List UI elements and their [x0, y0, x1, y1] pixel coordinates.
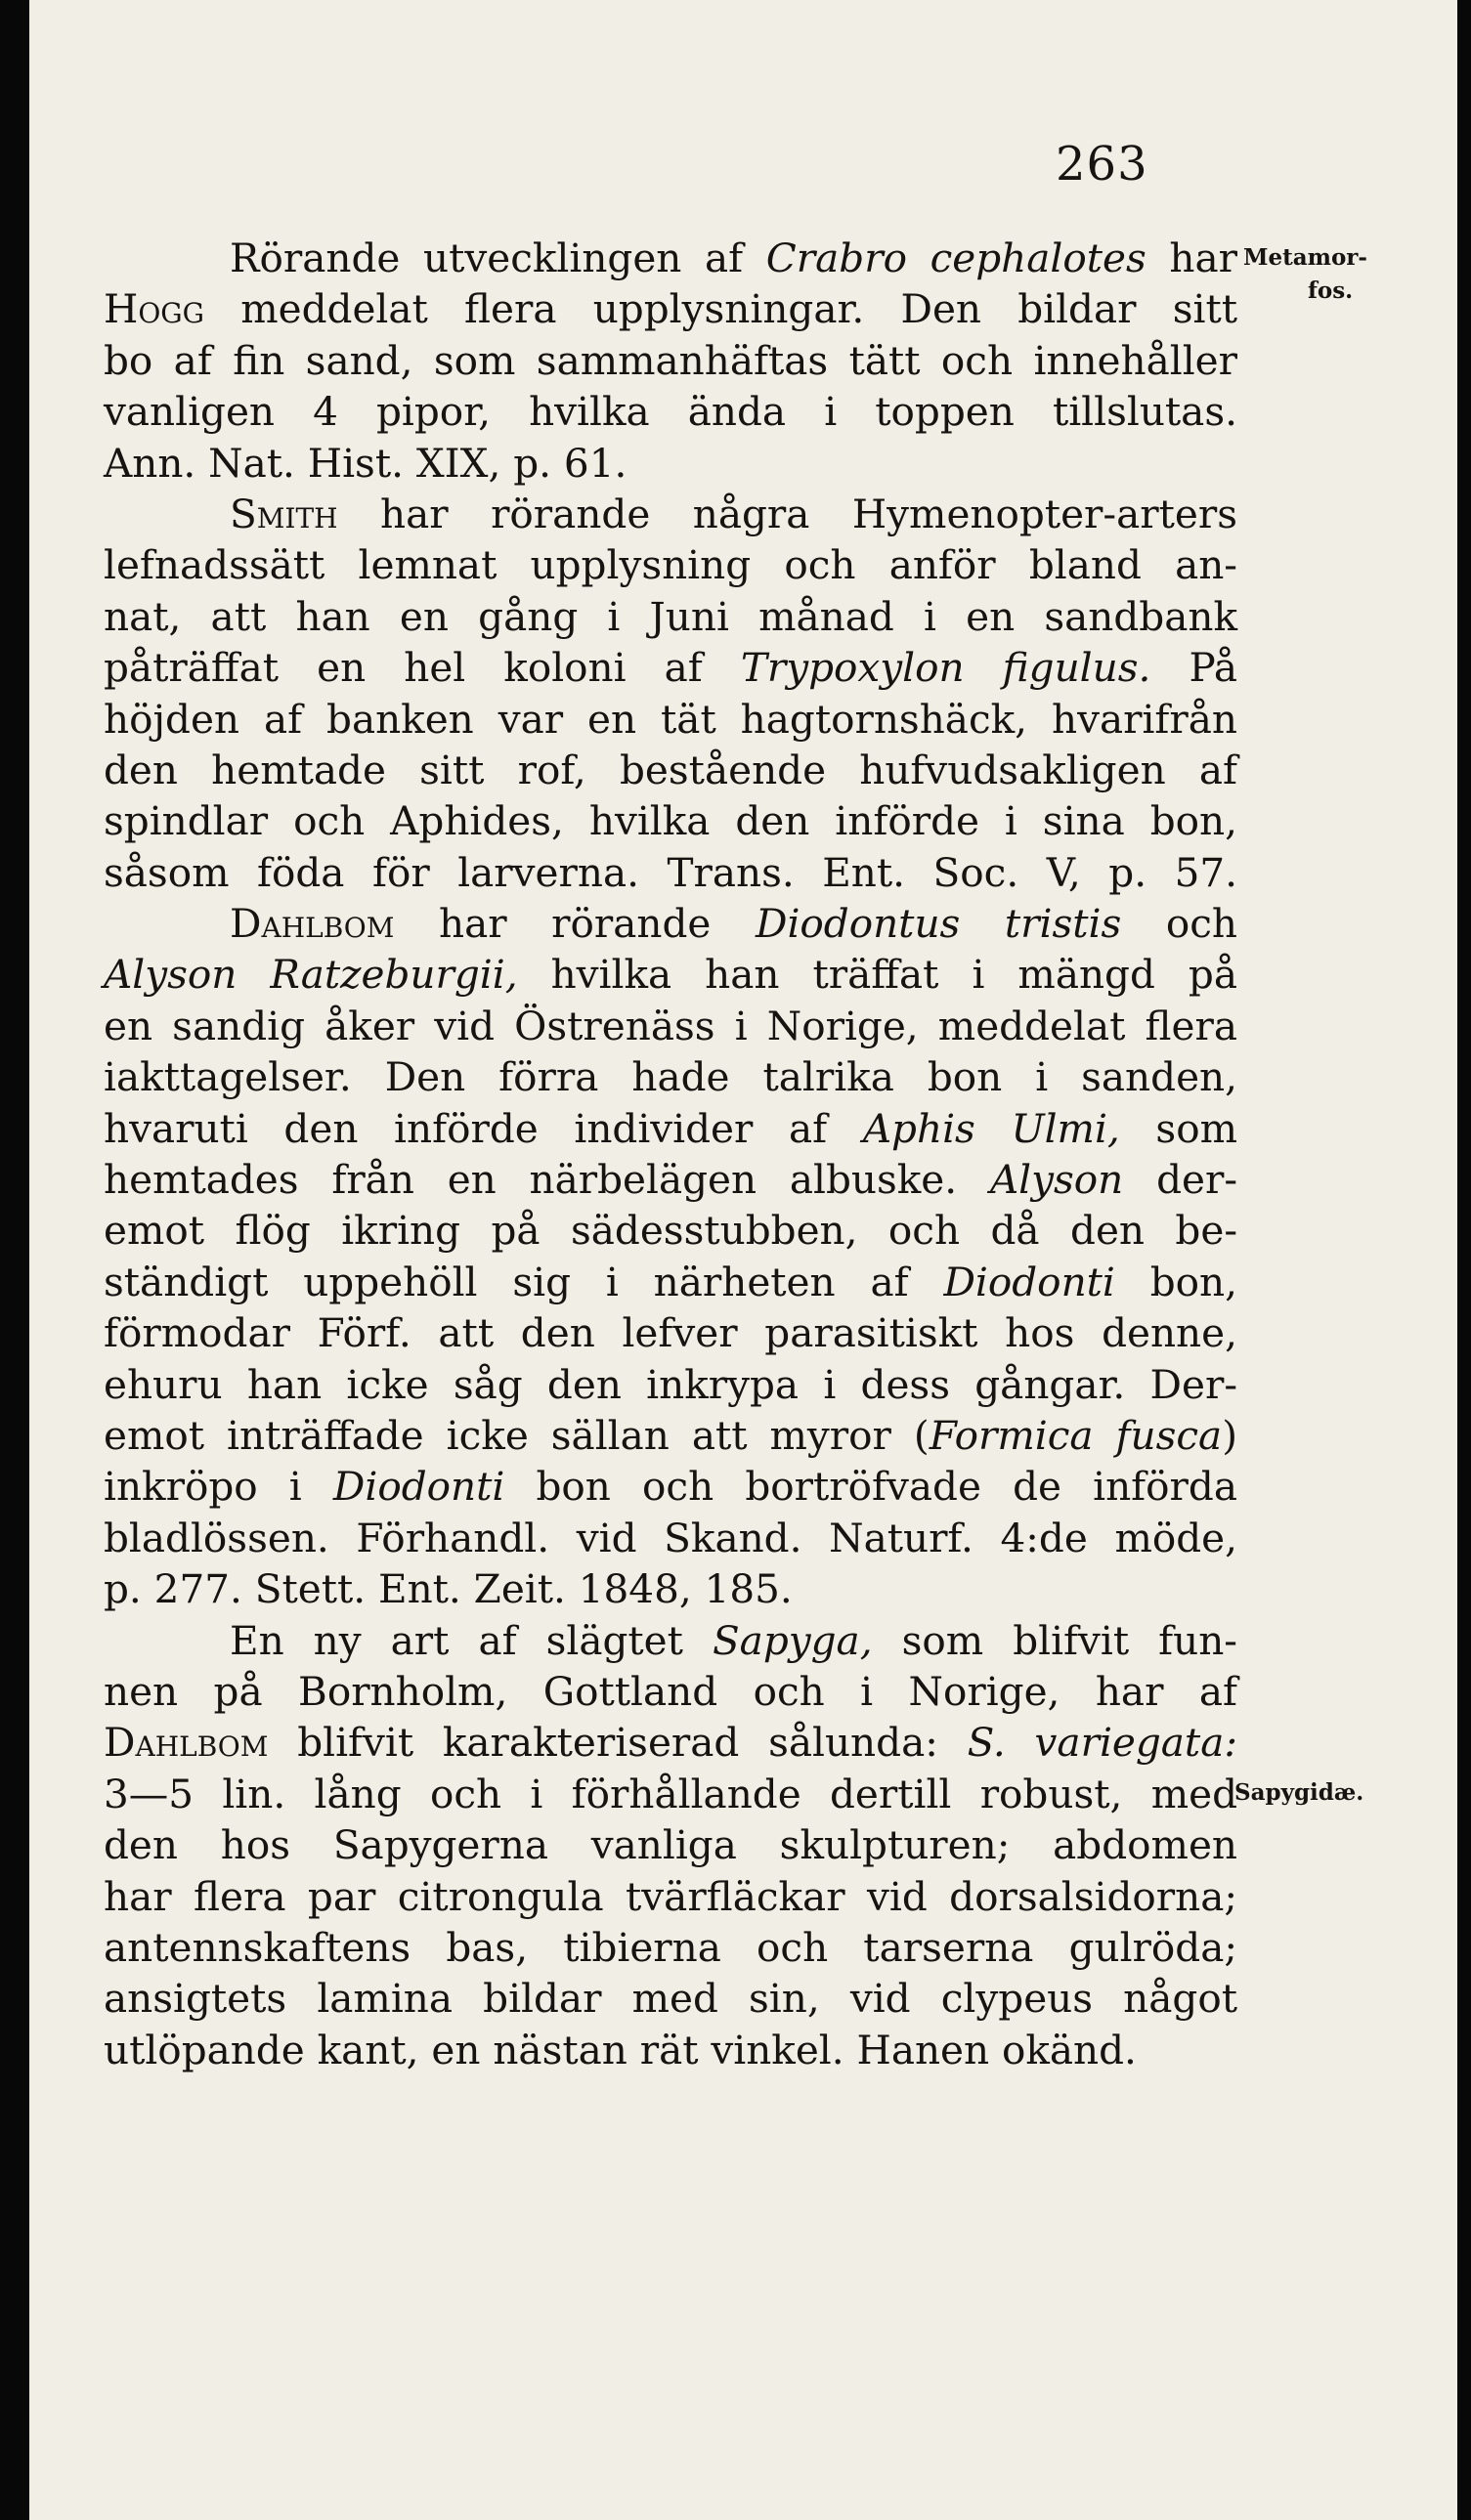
- text-line: har flera par citrongula tvärfläckar vid dorsalsidorna;: [104, 1872, 1237, 1920]
- text-line: Dahlbom blifvit karakteriserad sålunda: S. variegata:: [104, 1719, 1237, 1767]
- text-line: Smith har rörande några Hymenopter-arters: [230, 490, 1237, 537]
- text-line: lefnadssätt lemnat upplysning och anför bland an-: [104, 541, 1237, 589]
- text-line: emot inträffade icke sällan att myror (Formica fusca): [104, 1411, 1238, 1459]
- text-line: spindlar och Aphides, hvilka den införde i sina bon,: [104, 797, 1237, 845]
- text-line: hvaruti den införde individer af Aphis Ulmi, som: [104, 1104, 1238, 1152]
- text-line: nen på Bornholm, Gottland och i Norige, har af: [104, 1667, 1237, 1715]
- text-line: 3—5 lin. lång och i förhållande dertill robust, med: [104, 1770, 1237, 1817]
- margin-note-metamorfos-cont: fos.: [1308, 278, 1354, 304]
- text-line: ständigt uppehöll sig i närheten af Diodonti bon,: [104, 1258, 1238, 1305]
- right-page-edge: [1457, 0, 1471, 2520]
- text-line: En ny art af slägtet Sapyga, som blifvit fun-: [230, 1616, 1237, 1664]
- text-line: inkröpo i Diodonti bon och bortröfvade de införda: [104, 1463, 1237, 1511]
- text-line: antennskaftens bas, tibierna och tarserna gulröda;: [104, 1923, 1237, 1971]
- page-number: 263: [1056, 137, 1148, 192]
- text-line: den hos Sapygerna vanliga skulpturen; abdomen: [104, 1821, 1237, 1869]
- text-line: bladlössen. Förhandl. vid Skand. Naturf. 4:de möde,: [104, 1514, 1237, 1561]
- text-line: iakttagelser. Den förra hade talrika bon i sanden,: [104, 1053, 1237, 1101]
- text-line: förmodar Förf. att den lefver parasitiskt hos denne,: [104, 1309, 1237, 1357]
- text-line: ehuru han icke såg den inkrypa i dess gångar. Der-: [104, 1360, 1237, 1408]
- text-line: en sandig åker vid Östrenäss i Norige, meddelat flera: [104, 1002, 1237, 1049]
- text-line: Ann. Nat. Hist. XIX, p. 61.: [104, 439, 627, 487]
- body-text: [104, 233, 1237, 2075]
- margin-note-metamorfos: Metamor-: [1243, 244, 1367, 271]
- text-line: höjden af banken var en tät hagtornshäck, hvarifrån: [104, 695, 1237, 743]
- text-line: utlöpande kant, en nästan rät vinkel. Hanen okänd.: [104, 2026, 1137, 2073]
- text-line: påträffat en hel koloni af Trypoxylon figulus. På: [104, 644, 1238, 692]
- text-line: ansigtets lamina bildar med sin, vid clypeus något: [104, 1975, 1237, 2023]
- text-line: Rörande utvecklingen af Crabro cephalotes har: [230, 235, 1237, 281]
- text-line: Alyson Ratzeburgii, hvilka han träffat i mängd på: [104, 951, 1237, 999]
- text-line: p. 277. Stett. Ent. Zeit. 1848, 185.: [104, 1565, 793, 1613]
- text-line: Hogg meddelat flera upplysningar. Den bildar sitt: [104, 285, 1237, 333]
- text-line: nat, att han en gång i Juni månad i en sandbank: [104, 592, 1237, 640]
- text-line: vanligen 4 pipor, hvilka ända i toppen tillslutas.: [104, 388, 1237, 436]
- text-line: såsom föda för larverna. Trans. Ent. Soc. V, p. 57.: [104, 848, 1237, 896]
- margin-note-sapygidae: Sapygidæ.: [1234, 1779, 1364, 1806]
- left-page-edge: [0, 0, 29, 2520]
- text-line: Dahlbom har rörande Diodontus tristis och: [230, 900, 1238, 948]
- text-line: emot flög ikring på sädesstubben, och då den be-: [104, 1207, 1237, 1255]
- text-line: hemtades från en närbelägen albuske. Alyson der-: [104, 1156, 1238, 1204]
- text-line: bo af fin sand, som sammanhäftas tätt och innehåller: [104, 336, 1237, 384]
- text-line: den hemtade sitt rof, bestående hufvudsakligen af: [104, 746, 1237, 793]
